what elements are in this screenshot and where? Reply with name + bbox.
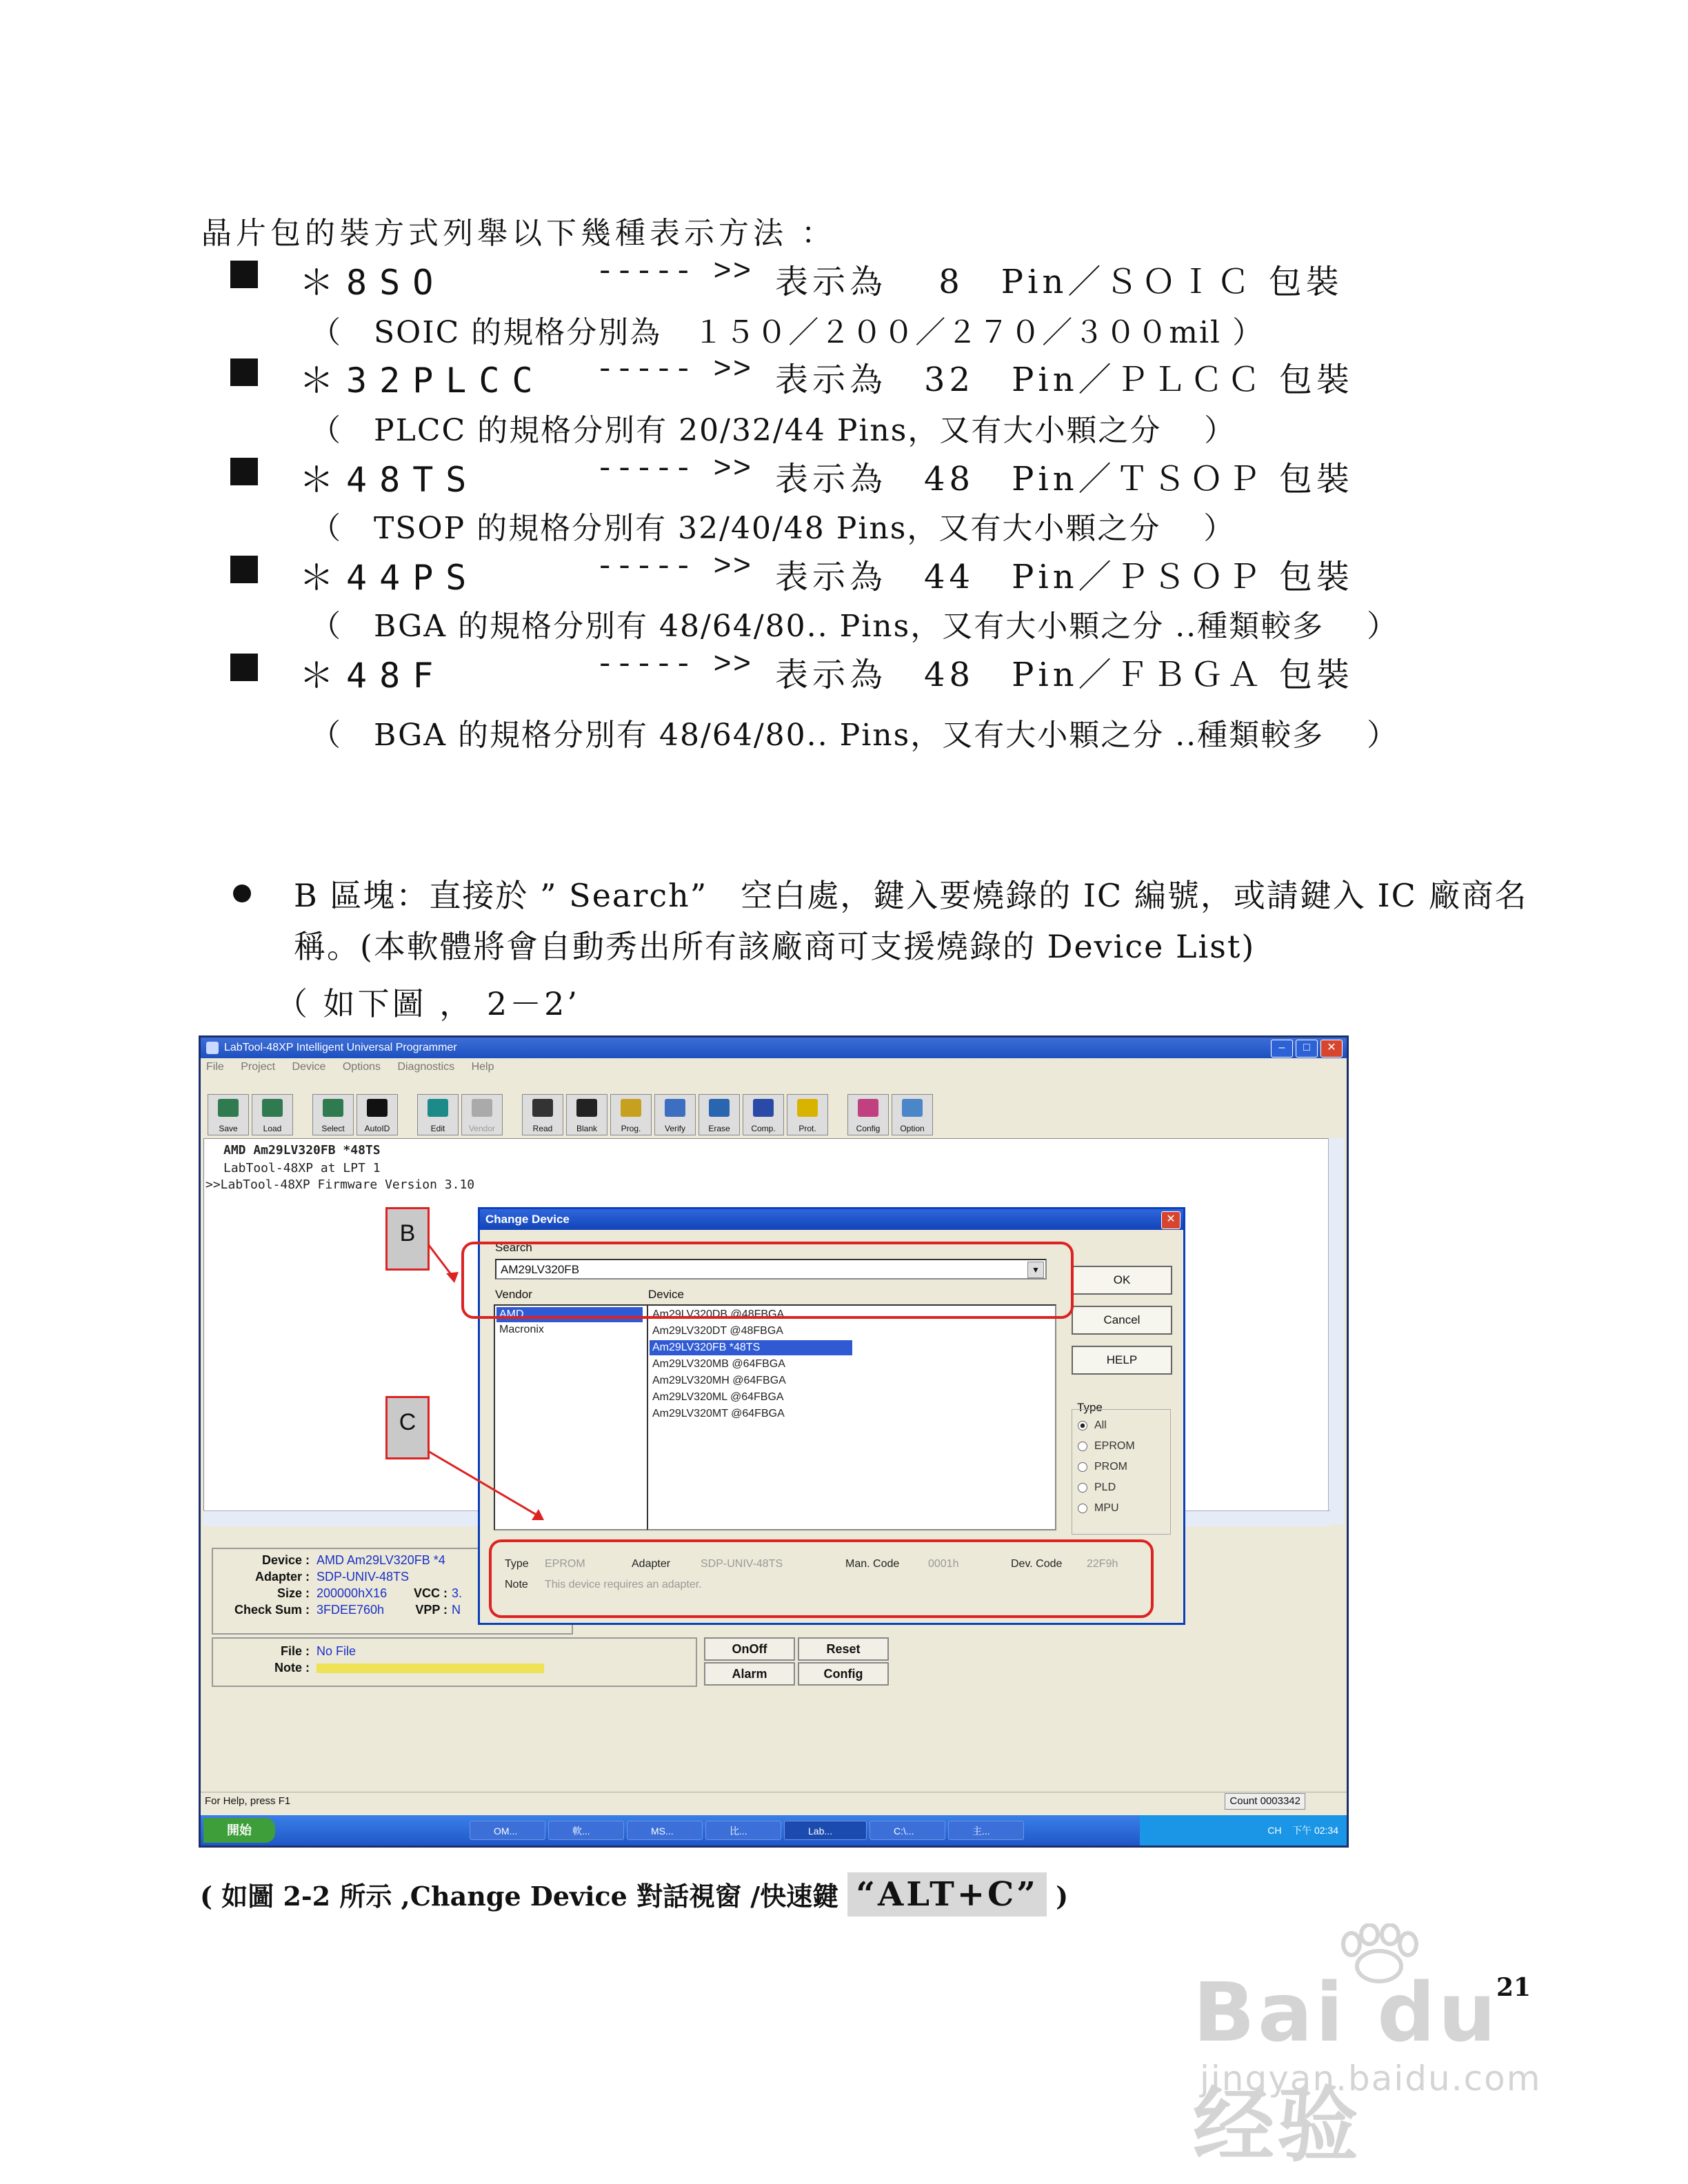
save-button[interactable]: Save <box>208 1094 249 1135</box>
menu-file[interactable]: File <box>206 1061 224 1073</box>
taskbar-item[interactable]: 軟... <box>548 1821 624 1840</box>
man-code-value: 0001h <box>928 1558 959 1570</box>
package-arrow: ----- >> <box>596 353 753 387</box>
list-item[interactable]: Am29LV320MT @64FBGA <box>652 1408 785 1419</box>
screenshot-figure <box>199 1035 1349 1848</box>
verify-button[interactable]: Verify <box>654 1094 696 1135</box>
log-line: >>LabTool-48XP Firmware Version 3.10 <box>205 1177 475 1192</box>
size-value: 200000hX16 <box>316 1586 388 1600</box>
dev-code-value: 22F9h <box>1087 1558 1118 1570</box>
square-bullet-icon <box>230 458 258 485</box>
checksum-value: 3FDEE760h <box>316 1603 385 1617</box>
radio-mpu[interactable]: MPU <box>1078 1502 1119 1515</box>
arrow-c-head <box>532 1509 544 1520</box>
alarm-button[interactable]: Alarm <box>704 1662 795 1686</box>
watermark-brand: Bai du 经验 <box>1193 1965 1499 2173</box>
config-button[interactable]: Config <box>847 1094 889 1135</box>
help-button[interactable]: HELP <box>1072 1346 1172 1375</box>
device-details: Type EPROM Adapter SDP-UNIV-48TS Man. Code 0001h Dev. Code 22F9h Note This device requires an adapter. <box>505 1558 1118 1590</box>
maximize-icon[interactable]: □ <box>1296 1040 1318 1058</box>
hotkey-label: “ALT+C” <box>847 1872 1046 1917</box>
tray-clock: 下午 02:34 <box>1292 1825 1338 1836</box>
taskbar-item[interactable]: 比... <box>705 1821 781 1840</box>
arrow-b-head <box>446 1272 459 1283</box>
baidu-watermark <box>1186 1923 1586 2173</box>
intro-text: 晶片包的裝方式列舉以下幾種表示方法 ： <box>201 216 836 251</box>
log-line: AMD Am29LV320FB *48TS <box>223 1143 381 1157</box>
minimize-icon[interactable]: – <box>1271 1040 1293 1058</box>
onoff-button[interactable]: OnOff <box>704 1637 795 1661</box>
taskbar-item[interactable]: MS... <box>627 1821 703 1840</box>
chevron-down-icon[interactable]: ▼ <box>1027 1262 1044 1278</box>
bullet-b-text: B 區塊：直接於 ” Search” 空白處，鍵入要燒錄的 IC 編號，或請鍵入 IC 廠商名稱。(本軟體將會自動秀出所有該廠商可支援燒錄的 Device List) <box>294 877 1528 965</box>
list-item[interactable]: Macronix <box>499 1324 544 1335</box>
package-code: ＊32PLCC <box>299 361 545 401</box>
cancel-button[interactable]: Cancel <box>1072 1306 1172 1335</box>
type-value: EPROM <box>545 1558 585 1570</box>
file-value: No File <box>316 1644 356 1658</box>
start-button[interactable]: 開始 <box>203 1818 275 1843</box>
search-label: Search <box>495 1241 532 1254</box>
page-number: 21 <box>1496 1973 1531 2002</box>
package-note: （ PLCC 的規格分別有 20/32/44 Pins，又有大小顆之分 ） <box>310 413 1236 448</box>
annotation-b: B <box>385 1207 430 1271</box>
radio-prom[interactable]: PROM <box>1078 1461 1127 1473</box>
list-item[interactable]: AMD <box>496 1307 643 1322</box>
count-indicator: Count 0003342 <box>1225 1793 1305 1810</box>
vpp-value: N <box>452 1603 461 1617</box>
list-item[interactable]: Am29LV320DB @48FBGA <box>652 1308 785 1320</box>
device-value: AMD Am29LV320FB *4 <box>316 1553 445 1567</box>
taskbar-item[interactable]: Lab... <box>784 1821 867 1840</box>
package-desc: 表示為 44 Pin／ＰＳＯＰ 包裝 <box>775 558 1354 596</box>
adapter-detail-value: SDP-UNIV-48TS <box>701 1558 783 1570</box>
device-info-panel: Device : AMD Am29LV320FB *4 Adapter : SDP-UNIV-48TS Size : 200000hX16 VCC : 3. Check Sum : 3FDEE760h VPP : N <box>212 1548 573 1635</box>
figure-caption: ( 如圖 2-2 所示 ,Change Device 對話視窗 /快速鍵 “ALT+C” ) <box>200 1875 1068 1914</box>
blank-button[interactable]: Blank <box>566 1094 607 1135</box>
status-bar: For Help, press F1 <box>201 1792 1347 1810</box>
type-label: Type <box>1077 1401 1103 1414</box>
file-panel: File : No File Note : <box>212 1637 697 1687</box>
watermark-url: jingyan.baidu.com <box>1200 2059 1542 2099</box>
window-title: LabTool-48XP Intelligent Universal Programmer <box>224 1042 457 1053</box>
round-bullet-icon <box>233 884 251 902</box>
load-button[interactable]: Load <box>252 1094 293 1135</box>
package-desc: 表示為 32 Pin／ＰＬＣＣ 包裝 <box>775 361 1354 399</box>
package-arrow: ----- >> <box>596 550 753 585</box>
prot-button[interactable]: Prot. <box>787 1094 828 1135</box>
list-item[interactable]: Am29LV320DT @48FBGA <box>652 1325 783 1337</box>
erase-button[interactable]: Erase <box>699 1094 740 1135</box>
package-arrow: ----- >> <box>596 255 753 290</box>
menu-diagnostics[interactable]: Diagnostics <box>397 1061 455 1073</box>
menu-options[interactable]: Options <box>342 1061 381 1073</box>
package-note: （ BGA 的規格分別有 48/64/80.. Pins，又有大小顆之分 ..種類較多 ） <box>310 718 1399 753</box>
reset-button[interactable]: Reset <box>798 1637 889 1661</box>
taskbar-item[interactable]: C:\... <box>870 1821 945 1840</box>
vendor-button[interactable]: Vendor <box>461 1094 503 1135</box>
package-arrow: ----- >> <box>596 648 753 682</box>
adapter-value: SDP-UNIV-48TS <box>316 1570 410 1584</box>
radio-all[interactable]: All <box>1078 1419 1107 1432</box>
radio-eprom[interactable]: EPROM <box>1078 1440 1135 1453</box>
square-bullet-icon <box>230 261 258 288</box>
annotation-c: C <box>385 1396 430 1459</box>
prog-button[interactable]: Prog. <box>610 1094 652 1135</box>
package-code: ＊44PS <box>299 558 479 598</box>
note-detail-value: This device requires an adapter. <box>545 1579 702 1590</box>
select-button[interactable]: Select <box>312 1094 354 1135</box>
read-button[interactable]: Read <box>522 1094 563 1135</box>
annotation-arrows <box>201 1038 1347 1846</box>
taskbar-item[interactable]: OM... <box>470 1821 545 1840</box>
package-note: （ BGA 的規格分別有 48/64/80.. Pins，又有大小顆之分 ..種類較多 ） <box>310 609 1399 644</box>
vendor-label: Vendor <box>495 1288 532 1301</box>
comp-button[interactable]: Comp. <box>743 1094 784 1135</box>
edit-button[interactable]: Edit <box>417 1094 459 1135</box>
menu-project[interactable]: Project <box>241 1061 276 1073</box>
square-bullet-icon <box>230 358 258 386</box>
vcc-value: 3. <box>452 1586 463 1600</box>
autoid-button[interactable]: AutoID <box>356 1094 398 1135</box>
device-label: Device <box>648 1288 684 1301</box>
radio-pld[interactable]: PLD <box>1078 1482 1116 1494</box>
taskbar-item[interactable]: 主... <box>948 1821 1024 1840</box>
config-panel-button[interactable]: Config <box>798 1662 889 1686</box>
list-item[interactable]: Am29LV320FB *48TS <box>650 1340 852 1355</box>
close-icon[interactable]: ✕ <box>1161 1211 1180 1229</box>
menu-device[interactable]: Device <box>292 1061 326 1073</box>
close-icon[interactable]: ✕ <box>1320 1040 1343 1058</box>
figure-reference: （ 如下圖 ， 2－2’ <box>276 985 581 1022</box>
package-code: ＊48TS <box>299 460 479 500</box>
ok-button[interactable]: OK <box>1072 1266 1172 1295</box>
square-bullet-icon <box>230 654 258 681</box>
tray-language[interactable]: CH <box>1267 1825 1282 1836</box>
search-input[interactable]: AM29LV320FB ▼ <box>495 1259 1047 1280</box>
package-code: ＊8SO <box>299 263 446 303</box>
square-bullet-icon <box>230 556 258 583</box>
package-arrow: ----- >> <box>596 452 753 487</box>
dialog-title: Change Device <box>480 1209 1183 1230</box>
package-note: （ TSOP 的規格分別有 32/40/48 Pins，又有大小顆之分 ） <box>310 511 1236 546</box>
option-button[interactable]: Option <box>892 1094 933 1135</box>
package-code: ＊48F <box>299 656 446 696</box>
arrow-c <box>428 1451 539 1516</box>
package-note: （ SOIC 的規格分別為 １５０／２００／２７０／３００mil ） <box>310 315 1265 350</box>
list-item[interactable]: Am29LV320MH @64FBGA <box>652 1375 786 1386</box>
package-desc: 表示為 8 Pin／ＳＯＩＣ 包裝 <box>775 263 1343 301</box>
package-desc: 表示為 48 Pin／ＦＢＧＡ 包裝 <box>775 656 1354 694</box>
menu-help[interactable]: Help <box>471 1061 494 1073</box>
list-item[interactable]: Am29LV320MB @64FBGA <box>652 1358 785 1370</box>
package-desc: 表示為 48 Pin／ＴＳＯＰ 包裝 <box>775 460 1354 498</box>
list-item[interactable]: Am29LV320ML @64FBGA <box>652 1391 784 1403</box>
log-line: LabTool-48XP at LPT 1 <box>223 1161 381 1175</box>
